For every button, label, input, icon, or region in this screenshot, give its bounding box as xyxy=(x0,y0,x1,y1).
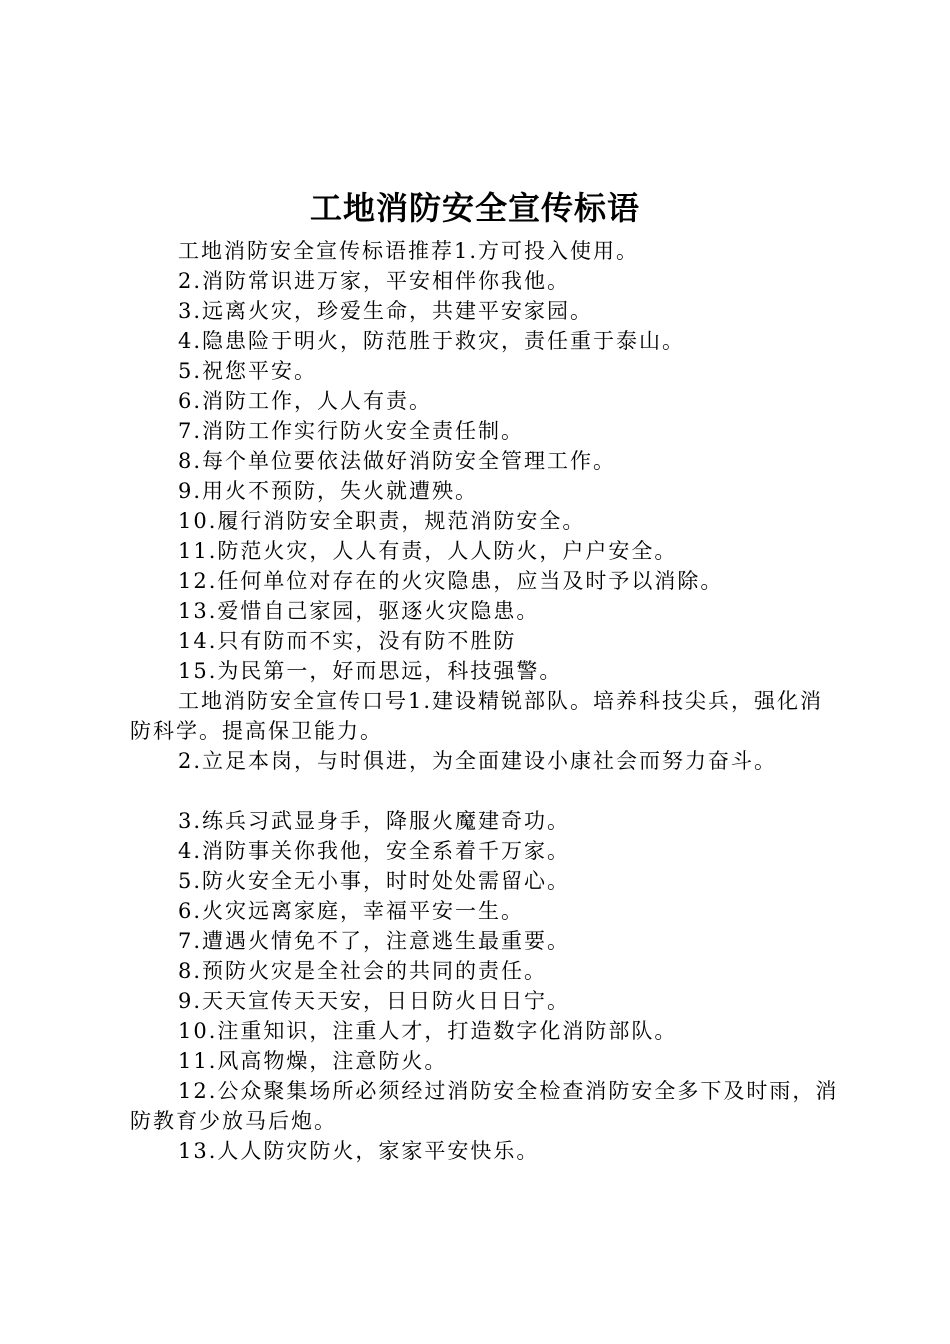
paragraph: 8.预防火灾是全社会的共同的责任。 xyxy=(178,959,548,983)
document-body xyxy=(130,236,840,1166)
paragraph: 13.爱惜自己家园，驱逐火灾隐患。 xyxy=(178,599,540,623)
paragraph: 2.立足本岗，与时俱进，为全面建设小康社会而努力奋斗。 xyxy=(178,749,778,773)
paragraph: 6.火灾远离家庭，幸福平安一生。 xyxy=(178,899,525,923)
blank-line xyxy=(130,776,840,806)
paragraph: 10.履行消防安全职责，规范消防安全。 xyxy=(178,509,586,533)
paragraph: 8.每个单位要依法做好消防安全管理工作。 xyxy=(178,449,617,473)
paragraph: 7.遭遇火情免不了，注意逃生最重要。 xyxy=(178,929,571,953)
paragraph: 5.防火安全无小事，时时处处需留心。 xyxy=(178,869,571,893)
paragraph: 9.天天宣传天天安，日日防火日日宁。 xyxy=(178,989,571,1013)
paragraph: 11.风高物燥，注意防火。 xyxy=(178,1049,448,1073)
paragraph: 3.远离火灾，珍爱生命，共建平安家园。 xyxy=(178,299,594,323)
paragraph: 10.注重知识，注重人才，打造数字化消防部队。 xyxy=(178,1019,678,1043)
paragraph: 12.任何单位对存在的火灾隐患，应当及时予以消除。 xyxy=(178,569,724,593)
paragraph: 9.用火不预防，失火就遭殃。 xyxy=(178,479,479,503)
paragraph: 4.消防事关你我他，安全系着千万家。 xyxy=(178,839,571,863)
paragraph: 4.隐患险于明火，防范胜于救灾，责任重于泰山。 xyxy=(178,329,686,353)
paragraph: 15.为民第一，好而思远，科技强警。 xyxy=(178,659,563,683)
document-title: 工地消防安全宣传标语 xyxy=(309,189,640,227)
paragraph: 12.公众聚集场所必须经过消防安全检查消防安全多下及时雨，消防教育少放马后炮。 xyxy=(130,1079,839,1133)
paragraph: 6.消防工作，人人有责。 xyxy=(178,389,433,413)
paragraph: 14.只有防而不实，没有防不胜防 xyxy=(178,629,517,653)
paragraph: 2.消防常识进万家，平安相伴你我他。 xyxy=(178,269,571,293)
paragraph: 3.练兵习武显身手，降服火魔建奇功。 xyxy=(178,809,571,833)
paragraph: 11.防范火灾，人人有责，人人防火，户户安全。 xyxy=(178,539,678,563)
paragraph: 7.消防工作实行防火安全责任制。 xyxy=(178,419,525,443)
paragraph: 工地消防安全宣传口号1.建设精锐部队。培养科技尖兵，强化消防科学。提高保卫能力。 xyxy=(130,689,824,743)
paragraph: 13.人人防灾防火，家家平安快乐。 xyxy=(178,1139,540,1163)
paragraph: 工地消防安全宣传标语推荐1.方可投入使用。 xyxy=(178,239,640,263)
paragraph: 5.祝您平安。 xyxy=(178,359,318,383)
